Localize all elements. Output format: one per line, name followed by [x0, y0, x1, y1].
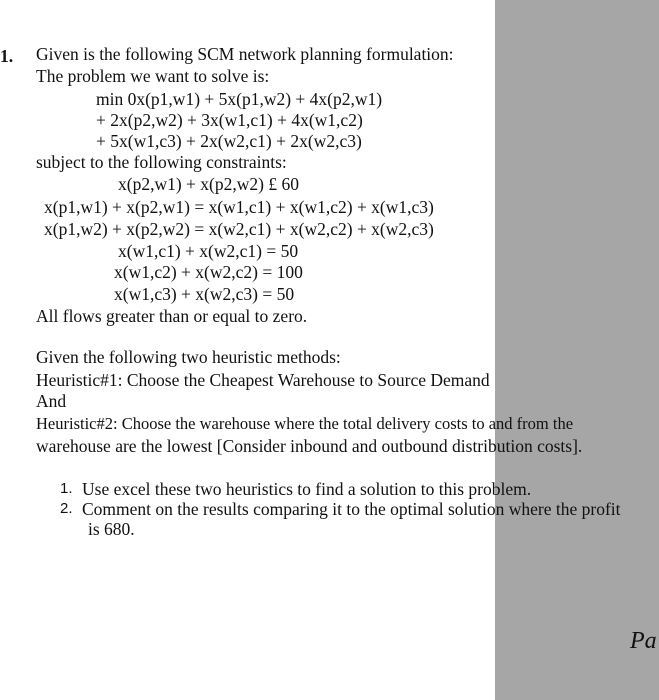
- constraint-line: x(p1,w2) + x(p2,w2) = x(w2,c1) + x(w2,c2) + x(w2,c3): [44, 219, 434, 239]
- task-text-continuation: is 680.: [88, 519, 135, 539]
- objective-line: + 2x(p2,w2) + 3x(w1,c1) + 4x(w1,c2): [96, 110, 363, 130]
- intro-text: Given is the following SCM network planning formulation:: [36, 44, 454, 64]
- heuristic-2-line-2: warehouse are the lowest [Consider inbound and outbound distribution costs].: [36, 436, 583, 456]
- task-number: 2.: [60, 500, 73, 517]
- constraint-line: x(p1,w1) + x(p2,w1) = x(w1,c1) + x(w1,c2) + x(w1,c3): [44, 197, 434, 217]
- heuristics-intro: Given the following two heuristic methods:: [36, 347, 341, 367]
- subject-to-text: subject to the following constraints:: [36, 152, 287, 172]
- objective-line: min 0x(p1,w1) + 5x(p1,w2) + 4x(p2,w1): [96, 89, 383, 109]
- nonnegativity-text: All flows greater than or equal to zero.: [36, 306, 308, 326]
- page-corner-text: Pa: [630, 628, 657, 654]
- objective-line: + 5x(w1,c3) + 2x(w2,c1) + 2x(w2,c3): [96, 131, 362, 151]
- task-number: 1.: [60, 480, 73, 497]
- problem-intro: The problem we want to solve is:: [36, 66, 270, 86]
- and-text: And: [36, 391, 67, 411]
- heuristic-1: Heuristic#1: Choose the Cheapest Warehouse to Source Demand: [36, 370, 490, 390]
- question-number: 1.: [0, 46, 14, 66]
- constraint-line: x(w1,c3) + x(w2,c3) = 50: [114, 284, 295, 304]
- constraint-line: x(w1,c1) + x(w2,c1) = 50: [118, 241, 299, 261]
- heuristic-2-line-1: Heuristic#2: Choose the warehouse where the total delivery costs to and from the: [36, 414, 574, 433]
- constraint-line: x(w1,c2) + x(w2,c2) = 100: [114, 262, 303, 282]
- task-text: Use excel these two heuristics to find a solution to this problem.: [82, 479, 532, 499]
- task-text: Comment on the results comparing it to the optimal solution where the profit: [82, 499, 621, 519]
- constraint-line: x(p2,w1) + x(p2,w2) £ 60: [118, 174, 299, 194]
